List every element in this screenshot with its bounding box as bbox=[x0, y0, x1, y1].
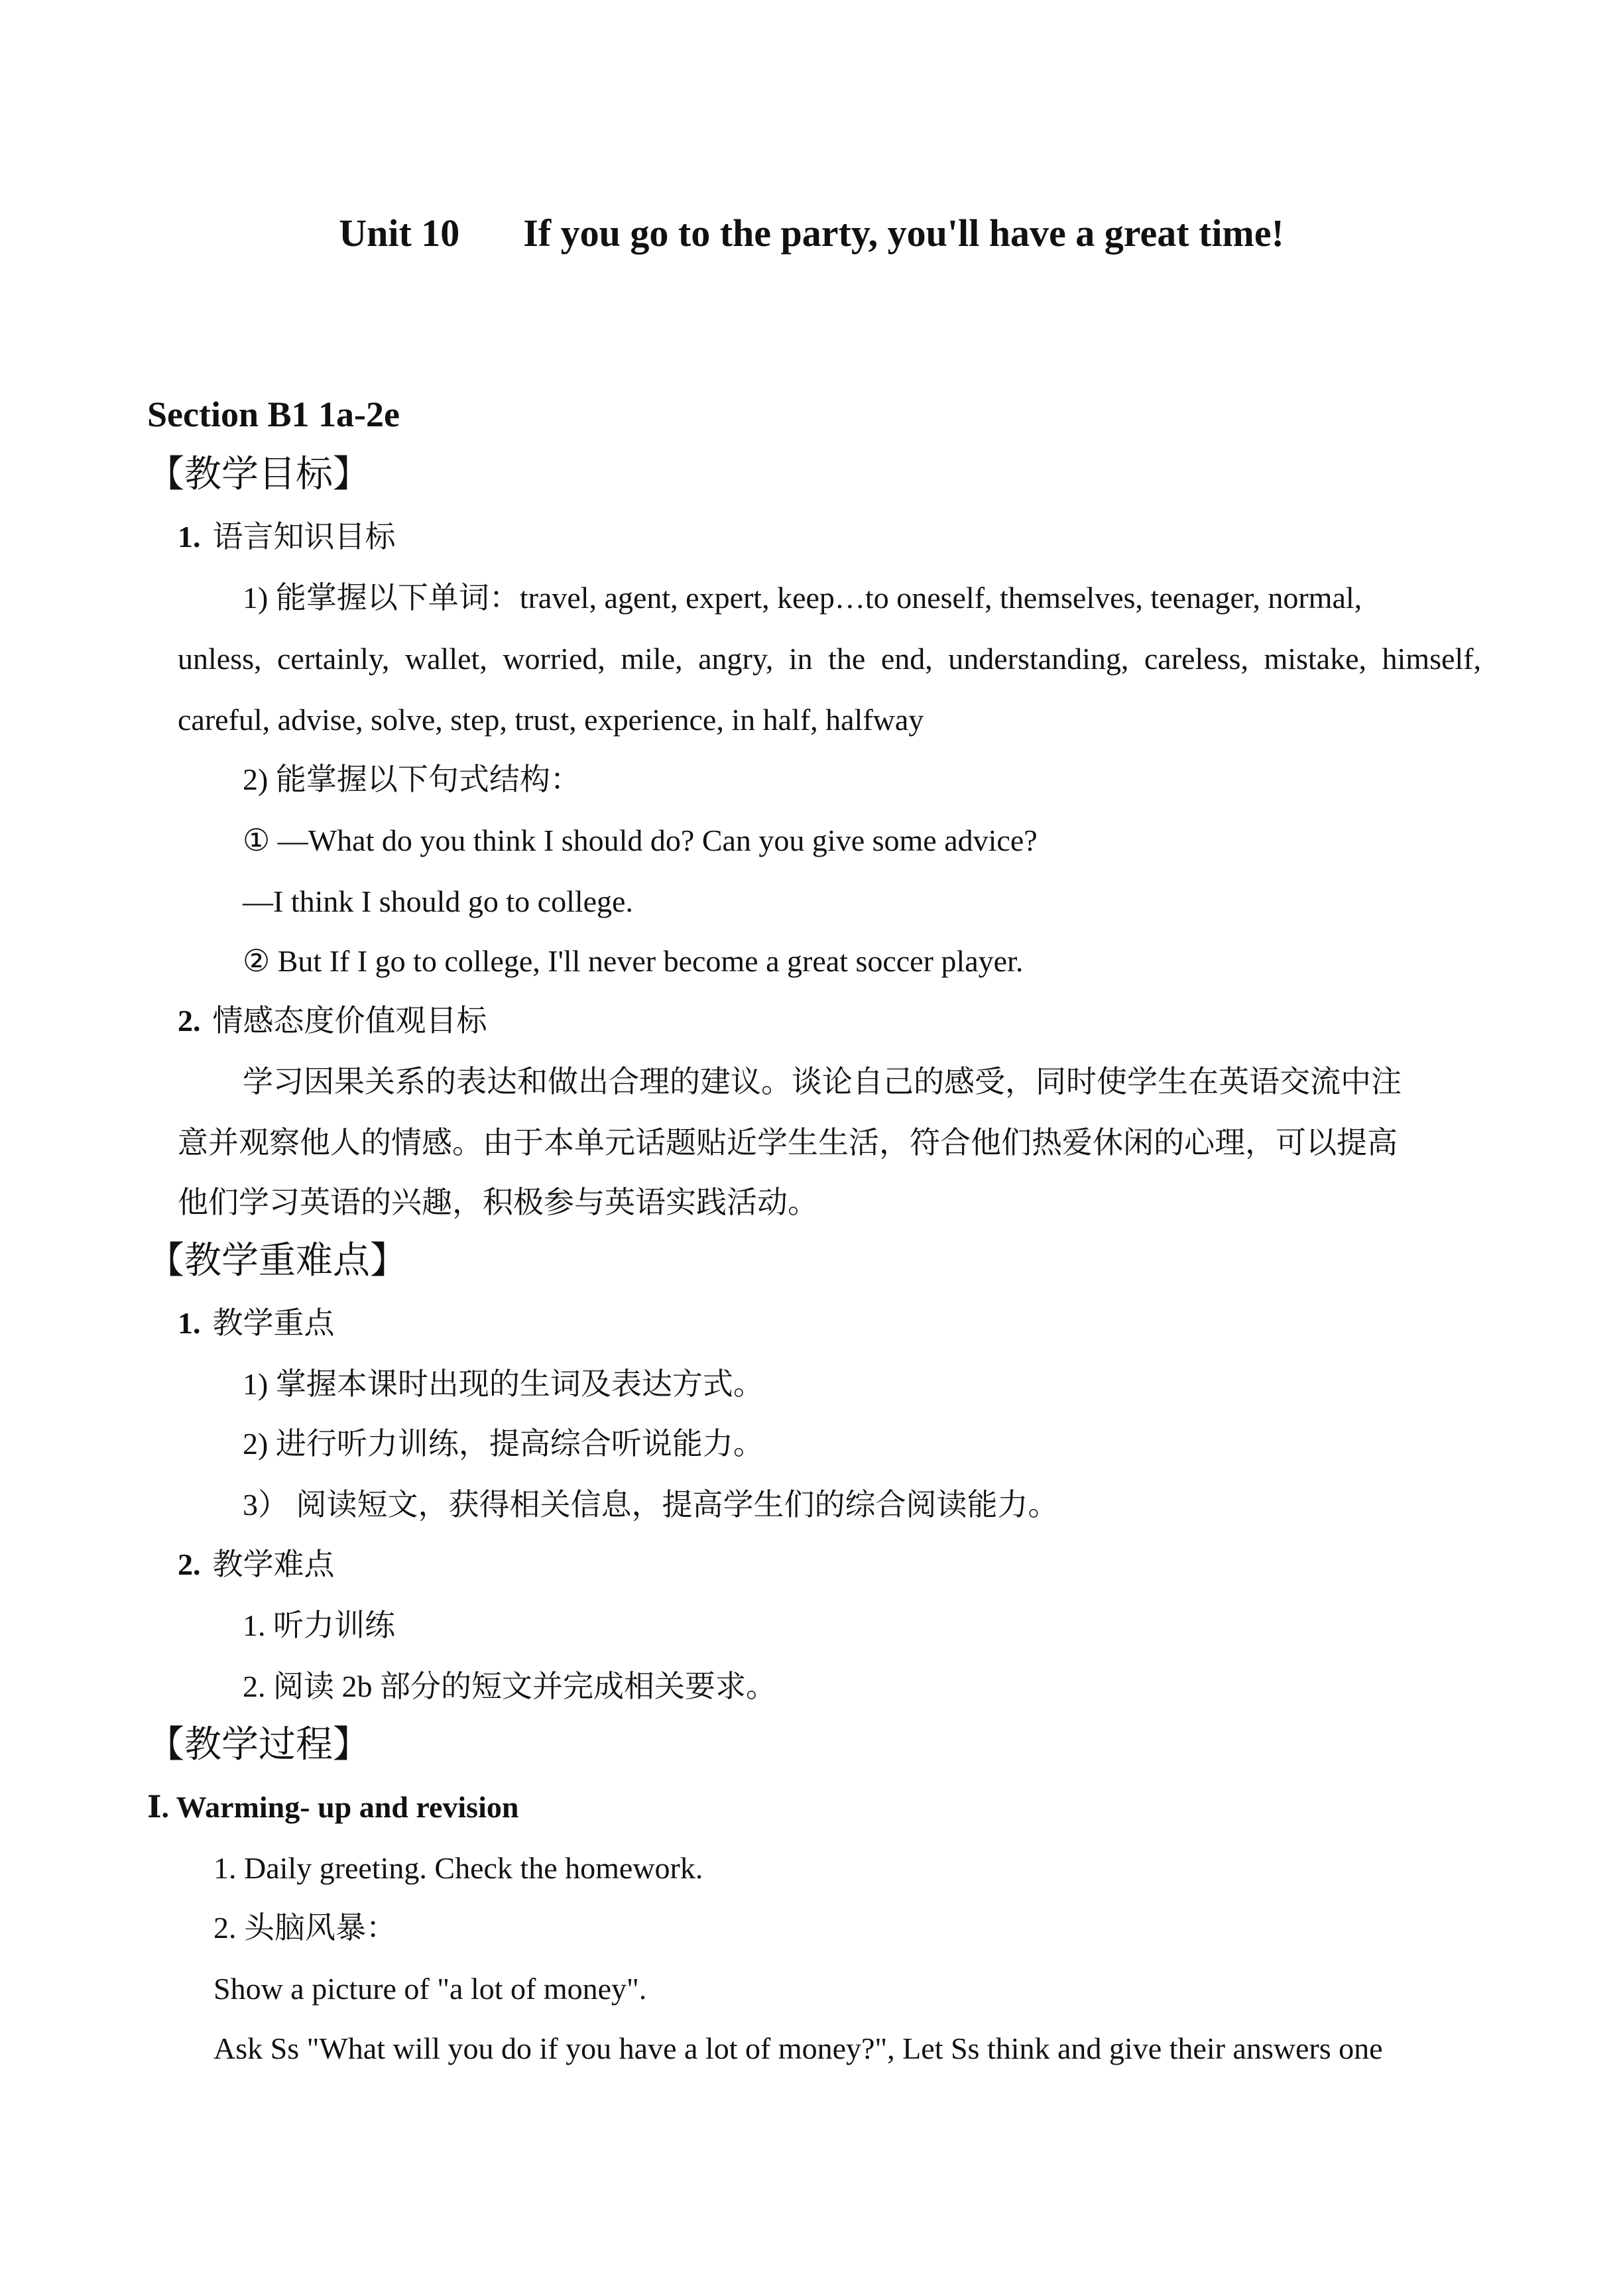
focus-3: 3） 阅读短文，获得相关信息，提高学生们的综合阅读能力。 bbox=[243, 1488, 1059, 1522]
unit-label: Unit 10 bbox=[339, 211, 460, 255]
keypoints-focus-label: 教学重点 bbox=[212, 1306, 335, 1340]
vocab-line-3: careful, advise, solve, step, trust, experience, in half, halfway bbox=[178, 703, 924, 737]
keypoints-difficulty-num: 2. bbox=[178, 1547, 201, 1581]
keypoints-difficulty-label: 教学难点 bbox=[212, 1547, 335, 1581]
step-1-line-4: Ask Ss "What will you do if you have a lot of money?", Let Ss think and give their answers one bbox=[213, 2031, 1383, 2065]
objective-1-label: 语言知识目标 bbox=[212, 520, 396, 554]
section-heading: Section B1 1a-2e bbox=[147, 394, 400, 434]
page-title bbox=[0, 208, 1623, 259]
emotion-line-2: 意并观察他人的情感。由于本单元话题贴近学生生活，符合他们热爱休闲的心理，可以提高 bbox=[178, 1126, 1398, 1160]
objective-2 bbox=[178, 1001, 487, 1041]
emotion-line-3: 他们学习英语的兴趣，积极参与英语实践活动。 bbox=[178, 1185, 818, 1219]
objectives-heading: 【教学目标】 bbox=[147, 454, 370, 495]
objective-1-num: 1. bbox=[178, 520, 201, 554]
vocab-line-2: unless, certainly, wallet, worried, mile, angry, in the end, understanding, careless, mistake, himself, bbox=[178, 642, 1481, 676]
difficulty-2: 2. 阅读 2b 部分的短文并完成相关要求。 bbox=[243, 1669, 776, 1703]
objective-2-num: 2. bbox=[178, 1004, 201, 1038]
step-1-title: Ⅰ. Warming- up and revision bbox=[147, 1790, 519, 1824]
sentence-1-answer: —I think I should go to college. bbox=[243, 884, 633, 918]
objective-1 bbox=[178, 517, 396, 557]
process-heading: 【教学过程】 bbox=[147, 1724, 370, 1766]
focus-1: 1) 掌握本课时出现的生词及表达方式。 bbox=[243, 1367, 764, 1401]
sentence-1: ① —What do you think I should do? Can you give some advice? bbox=[243, 823, 1038, 857]
objective-2-label: 情感态度价值观目标 bbox=[212, 1004, 487, 1038]
vocab-intro: 1) 能掌握以下单词：travel, agent, expert, keep…to oneself, themselves, teenager, normal, bbox=[243, 581, 1362, 615]
focus-2: 2) 进行听力训练，提高综合听说能力。 bbox=[243, 1427, 764, 1461]
keypoints-heading: 【教学重难点】 bbox=[147, 1240, 407, 1282]
step-1-line-3: Show a picture of "a lot of money". bbox=[213, 1972, 647, 2006]
keypoints-difficulty bbox=[178, 1545, 335, 1585]
keypoints-focus-num: 1. bbox=[178, 1306, 201, 1340]
step-1-line-2: 2. 头脑风暴： bbox=[213, 1911, 396, 1945]
unit-sentence: If you go to the party, you'll have a great time! bbox=[523, 211, 1284, 255]
emotion-line-1: 学习因果关系的表达和做出合理的建议。谈论自己的感受，同时使学生在英语交流中注 bbox=[243, 1065, 1402, 1099]
difficulty-1: 1. 听力训练 bbox=[243, 1608, 395, 1642]
keypoints-focus bbox=[178, 1303, 335, 1343]
sentence-2: ② But If I go to college, I'll never become a great soccer player. bbox=[243, 944, 1024, 978]
sentence-intro: 2) 能掌握以下句式结构： bbox=[243, 762, 581, 796]
step-1-line-1: 1. Daily greeting. Check the homework. bbox=[213, 1851, 703, 1885]
